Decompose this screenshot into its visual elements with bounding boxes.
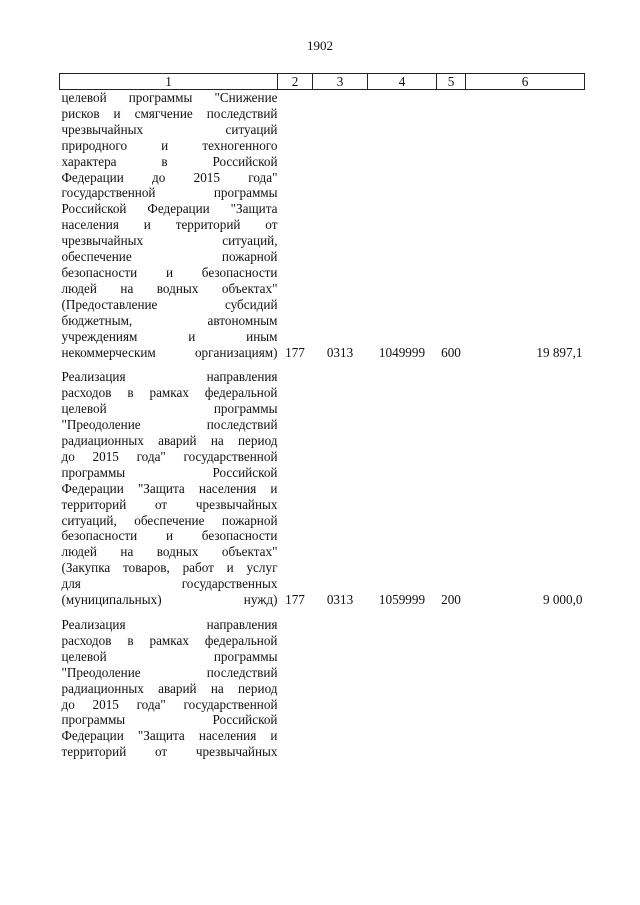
- description-line: Федерации "Защита населения и: [61, 728, 278, 744]
- description-line: целевой программы: [61, 401, 278, 417]
- header-col-3: 3: [313, 74, 368, 90]
- page-number: 1902: [307, 38, 333, 53]
- table-body: [60, 90, 585, 761]
- expense-type-code: 200: [441, 592, 461, 608]
- description-line: чрезвычайных ситуаций,: [61, 233, 278, 249]
- description-line: Реализация направления: [61, 369, 278, 385]
- description-line: безопасности и безопасности: [61, 528, 278, 544]
- description-line: для государственных: [61, 576, 278, 592]
- header-col-5: 5: [437, 74, 466, 90]
- description-line: учреждениям и иным: [61, 328, 278, 344]
- ministry-code: 177: [285, 592, 305, 608]
- description-line: Федерации до 2015 года": [61, 169, 278, 185]
- description-line: программы Российской: [61, 464, 278, 480]
- description-line: Российской Федерации "Защита: [61, 201, 278, 217]
- description-line: некоммерческим организациям): [61, 344, 278, 360]
- description-line: безопасности и безопасности: [61, 264, 278, 280]
- table-row: [60, 617, 585, 760]
- ministry-code: 177: [285, 344, 305, 360]
- description-line: (Предоставление субсидий: [61, 296, 278, 312]
- description-line: природного и техногенного: [61, 137, 278, 153]
- budget-table: [59, 73, 585, 760]
- description-line: до 2015 года" государственной: [61, 448, 278, 464]
- description-line: людей на водных объектах": [61, 280, 278, 296]
- section-code: [313, 617, 368, 760]
- target-article-code: 1059999: [378, 592, 426, 608]
- header-row: [60, 74, 585, 90]
- description-line: (муниципальных) нужд): [61, 592, 278, 608]
- description-line: целевой программы "Снижение: [61, 90, 278, 105]
- description-line: целевой программы: [61, 648, 278, 664]
- description-line: обеспечение пожарной: [61, 249, 278, 265]
- description-line: "Преодоление последствий: [61, 664, 278, 680]
- description-line: Реализация направления: [61, 617, 278, 632]
- section-code: 0313: [326, 344, 354, 360]
- description-line: рисков и смягчение последствий: [61, 105, 278, 121]
- amount: 19 897,1: [536, 344, 583, 360]
- row-gap: [60, 608, 585, 617]
- target-article-code: [368, 617, 437, 760]
- header-col-2: 2: [278, 74, 313, 90]
- row-description: [60, 617, 278, 760]
- row-description: [60, 369, 278, 608]
- description-line: Федерации "Защита населения и: [61, 480, 278, 496]
- description-line: территорий от чрезвычайных: [61, 496, 278, 512]
- header-col-6: 6: [466, 74, 585, 90]
- table-row: [60, 90, 585, 361]
- description-line: "Преодоление последствий: [61, 417, 278, 433]
- table-row: [60, 369, 585, 608]
- description-line: территорий от чрезвычайных: [61, 744, 278, 760]
- description-line: характера в Российской: [61, 153, 278, 169]
- description-line: до 2015 года" государственной: [61, 696, 278, 712]
- section-code: 0313: [326, 592, 354, 608]
- description-line: населения и территорий от: [61, 217, 278, 233]
- expense-type-code: [437, 617, 466, 760]
- header-col-4: 4: [368, 74, 437, 90]
- header-col-1: 1: [60, 74, 278, 90]
- description-line: государственной программы: [61, 185, 278, 201]
- description-line: радиационных аварий на период: [61, 680, 278, 696]
- ministry-code: [278, 617, 313, 760]
- amount: 9 000,0: [542, 592, 583, 608]
- row-gap: [60, 360, 585, 369]
- description-line: людей на водных объектах": [61, 544, 278, 560]
- description-line: чрезвычайных ситуаций: [61, 121, 278, 137]
- amount: [466, 617, 585, 760]
- description-line: радиационных аварий на период: [61, 433, 278, 449]
- row-description: [60, 90, 278, 361]
- description-line: программы Российской: [61, 712, 278, 728]
- description-line: бюджетным, автономным: [61, 312, 278, 328]
- expense-type-code: 600: [441, 344, 461, 360]
- target-article-code: 1049999: [378, 344, 426, 360]
- description-line: расходов в рамках федеральной: [61, 385, 278, 401]
- description-line: расходов в рамках федеральной: [61, 632, 278, 648]
- description-line: ситуаций, обеспечение пожарной: [61, 512, 278, 528]
- description-line: (Закупка товаров, работ и услуг: [61, 560, 278, 576]
